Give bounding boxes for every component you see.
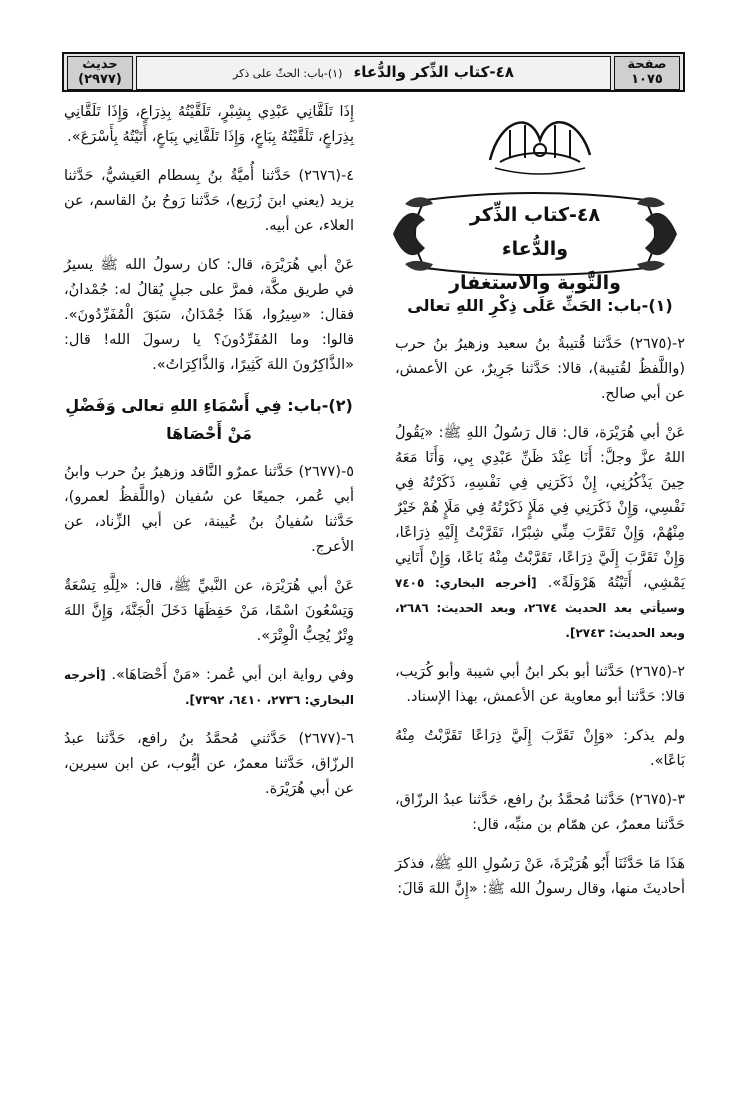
hadith-text-2675	[395, 421, 685, 646]
hadith-variant-note: ولم يذكر: «وَإِنْ تَقَرَّبَ إِلَيَّ ذِرَاعًا تَقَرَّبْتُ مِنْهُ بَاعًا».	[395, 728, 685, 769]
right-column	[395, 100, 685, 916]
variant-text: وفي رواية ابن أبي عُمر: «مَنْ أَحْصَاهَا».	[111, 667, 354, 683]
hadith-takhrij-note-2: [أخرجه البخاري: ٢٧٣٦، ٦٤١٠، ٧٣٩٢].	[64, 668, 354, 707]
hadith-isnad-2677: ٥-(٢٦٧٧) حَدَّثنا عمرٌو النَّاقد وزهيرُ بنُ حرب وابنُ أبي عُمر، جميعًا عن سُفيان (واللَّفظُ لعمرو)، حَدَّثنا سُفيانُ بنُ عُيينة، عن أبي الزِّناد، عن الأعرج.	[64, 464, 354, 555]
hadith-variant-2677	[64, 663, 354, 713]
chapter-title: ٤٨-كتاب الذِّكر والدُّعاء	[353, 63, 514, 81]
hadith-isnad-2675-c: ٣-(٢٦٧٥) حَدَّثنا مُحمَّدُ بنُ رافع، حَدَّثنا عبدُ الرزّاق، حَدَّثنا معمرٌ، عن همّام بن منبِّه، قال:	[395, 792, 685, 833]
hadith-isnad-2675-a: ٢-(٢٦٧٥) حَدَّثنا قُتيبةُ بنُ سعيد وزهيرُ بنُ حرب (واللَّفظُ لقُتيبة)، قالا: حَدَّثنا جَرِيرٌ، عن الأعمش، عن أبي صالح.	[395, 336, 685, 402]
hadith-isnad-2675-b: ٢-(٢٦٧٥) حَدَّثنا أبو بكر ابنُ أبي شيبة وأبو كُرَيب، قالا: حَدَّثنا أبو معاوية عن الأعمش، بهذا الإسناد.	[395, 664, 685, 705]
hadith-text-2677: عَنْ أبي هُرَيْرَة، عن النَّبيِّ ﷺ، قال: «لِلَّهِ تِسْعَةٌ وَتِسْعُونَ اسْمًا، مَنْ حَفِظَهَا دَخَلَ الْجَنَّةَ، وَإِنَّ اللهَ وِتْرٌ يُحِبُّ الْوِتْرَ».	[64, 578, 354, 644]
hadith-text-2675-c: هَذَا مَا حَدَّثَنَا أَبُو هُرَيْرَةَ، عَنْ رَسُولِ اللهِ ﷺ، فذكرَ أحاديثَ منها، وقال رسولُ الله ﷺ: «إِنَّ اللهَ قَالَ:	[395, 856, 685, 897]
section-heading-1: (١)-باب: الحَثِّ عَلَى ذِكْرِ اللهِ تعالى	[407, 296, 673, 315]
book-title-line-1: ٤٨-كتاب الذِّكر والدُّعاء	[469, 204, 601, 260]
hadith-takhrij-note: [أخرجه البخاري: ٧٤٠٥ وسيأتي بعد الحديث ٢٦٧٤، وبعد الحديث: ٢٦٨٦، وبعد الحديث: ٢٧٤٣].	[395, 576, 686, 640]
basmala-calligraphy-icon	[480, 100, 600, 178]
chapter-title-box	[136, 56, 611, 90]
hadith-isnad-2676: ٤-(٢٦٧٦) حَدَّثنا أُميَّةُ بنُ بِسطام العَيشيُّ، حَدَّثنا يزيد (يعني ابنَ زُرَيع)، حَدَّثنا رَوحُ بنُ القاسم، عن العلاء، عن أبيه.	[64, 168, 354, 234]
left-column	[64, 100, 354, 816]
book-title-line-2: والتَّوبة والاستغفار	[449, 272, 621, 294]
hadith-number: (٢٩٧٧)	[78, 72, 122, 87]
book-title	[435, 198, 635, 300]
book-title-banner	[385, 190, 685, 294]
page-number-box	[614, 56, 680, 90]
hadith-text-2676: عَنْ أبي هُرَيْرَة، قال: كان رسولُ الله ﷺ يسيرُ في طريق مكَّة، فمرَّ على جبلٍ يُقالُ له: جُمْدانُ، فقال: «سِيرُوا، هَذَا جُمْدَانُ، سَبَقَ الْمُفَرِّدُونَ». قالوا: وما المُفَرِّدُونَ؟ يا رسولَ الله! قال: «الذَّاكِرُونَ اللهَ كَثِيرًا، وَالذَّاكِرَاتُ».	[64, 257, 354, 373]
hadith-isnad-2677-b: ٦-(٢٦٧٧) حَدَّثني مُحمَّدُ بنُ رافع، حَدَّثنا عبدُ الرزّاق، حَدَّثنا معمرٌ، عن أيُّوب، عن ابن سيرين، عن أبي هُرَيْرَة.	[64, 731, 354, 797]
page-label: صفحة	[627, 57, 667, 72]
section-heading-2: (٢)-باب: فِي أَسْمَاءِ اللهِ تعالى وَفَضْلِ مَنْ أَحْصَاهَا	[65, 396, 353, 443]
hadith-label: حديث	[82, 57, 118, 72]
hadith-number-box	[67, 56, 133, 90]
chapter-subtitle: (١)-باب: الحثّ على ذكر	[233, 67, 343, 80]
hadith-matn: عَنْ أبي هُرَيْرَة، قال: قال رَسُولُ اللهِ ﷺ: «يَقُولُ اللهُ عزَّ وجلَّ: أَنَا عِنْدَ ظَنِّ عَبْدِي بِي، وَأَنَا مَعَهُ حِينَ يَذْكُرُنِي، إِنْ ذَكَرَنِي فِي نَفْسِهِ، ذَكَرْتُهُ فِي نَفْسِي، وَإِنْ ذَكَرَنِي فِي مَلَإٍ ذَكَرْتُهُ فِي مَلَإٍ هُمْ خَيْرٌ مِنْهُمْ، وَإِنْ تَقَرَّبَ مِنِّي شِبْرًا، تَقَرَّبْتُ إِلَيْهِ ذِرَاعًا، وَإِنْ تَقَرَّبَ إِلَيَّ ذِرَاعًا، تَقَرَّبْتُ مِنْهُ بَاعًا، وَإِنْ أَتَانِي يَمْشِي، أَتَيْتُهُ هَرْوَلَةً».	[395, 425, 686, 591]
page-header	[62, 52, 685, 92]
page-number: ١٠٧٥	[631, 72, 663, 87]
hadith-continuation: إِذَا تَلَقَّانِي عَبْدِي بِشِبْرٍ، تَلَقَّيْتُهُ بِذِرَاعٍ، وَإِذَا تَلَقَّانِي بِذِرَاعٍ، تَلَقَّيْتُهُ بِبَاعٍ، وَإِذَا تَلَقَّانِي بِبَاعٍ، أَتَيْتُهُ بِأَسْرَعَ».	[64, 104, 354, 145]
